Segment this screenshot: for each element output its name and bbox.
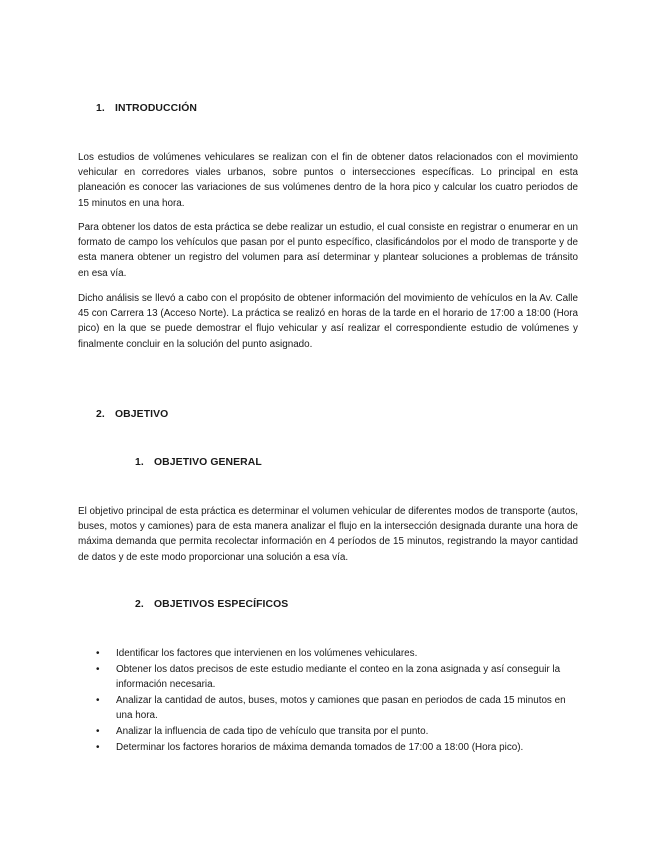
section-heading-introduccion [96, 103, 197, 114]
bullet-icon: • [96, 741, 100, 753]
list-item [96, 662, 580, 693]
list-item-text: Determinar los factores horarios de máxima demanda tomados de 17:00 a 18:00 (Hora pico). [116, 741, 524, 753]
heading-number: 1. [96, 103, 105, 114]
bullet-icon: • [96, 725, 100, 737]
heading-label: INTRODUCCIÓN [115, 103, 198, 114]
list-item [96, 693, 580, 724]
heading-number: 2. [135, 599, 144, 610]
bullet-icon: • [96, 663, 100, 675]
intro-paragraph-2: Para obtener los datos de esta práctica se debe realizar un estudio, el cual consiste en registrar o enumerar en un formato de campo los vehículos que pasan por el punto específico, clasificándolos por el modo de transporte y de esta manera obtener un registro del volumen para así determinar y plantear soluciones a problemas de tránsito en esa vía. [78, 222, 578, 279]
list-item-text: Analizar la cantidad de autos, buses, motos y camiones que pasan en periodos de cada 15 minutos en una hora. [116, 694, 566, 722]
objetivos-especificos-list [96, 646, 580, 755]
heading-number: 1. [135, 457, 144, 468]
list-item-text: Analizar la influencia de cada tipo de vehículo que transita por el punto. [116, 725, 429, 737]
list-item [96, 724, 580, 740]
bullet-icon: • [96, 648, 100, 659]
subsection-heading-objetivos-especificos [135, 599, 288, 610]
heading-label: OBJETIVO GENERAL [154, 457, 262, 468]
list-item [96, 646, 580, 662]
subsection-heading-objetivo-general [135, 457, 262, 468]
heading-label: OBJETIVOS ESPECÍFICOS [154, 599, 289, 610]
list-item-text: Obtener los datos precisos de este estudio mediante el conteo en la zona asignada y así conseguir la información necesaria. [116, 663, 561, 691]
bullet-icon: • [96, 694, 100, 706]
heading-number: 2. [96, 409, 105, 420]
objetivo-general-paragraph: El objetivo principal de esta práctica es determinar el volumen vehicular de diferentes modos de transporte (autos, buses, motos y camiones) para de esta manera analizar el flujo en la intersección designada durante una hora de máxima demanda que permita recolectar información en 4 períodos de 15 minutos, registrando la mayor cantidad de datos y de este modo proporcionar una solución a esa vía. [78, 506, 578, 563]
heading-label: OBJETIVO [115, 409, 169, 420]
intro-paragraph-3: Dicho análisis se llevó a cabo con el propósito de obtener información del movimiento de vehículos en la Av. Calle 45 con Carrera 13 (Acceso Norte). La práctica se realizó en horas de la tarde en el horario de 17:00 a 18:00 (Hora pico) en la que se puede demostrar el flujo vehicular y así realizar el correspondiente estudio de volúmenes y finalmente concluir en la solución del punto asignado. [78, 293, 578, 350]
list-item [96, 740, 580, 756]
section-heading-objetivo [96, 409, 168, 420]
intro-paragraph-1: Los estudios de volúmenes vehiculares se realizan con el fin de obtener datos relacionados con el movimiento vehicular en corredores viales urbanos, sobre puntos o intersecciones específicas. Lo principal en esta planeación es conocer las variaciones de sus volúmenes dentro de la hora pico y calcular los cuatro periodos de 15 minutos en una hora. [78, 152, 578, 209]
list-item-text: Identificar los factores que intervienen en los volúmenes vehiculares. [116, 648, 418, 659]
